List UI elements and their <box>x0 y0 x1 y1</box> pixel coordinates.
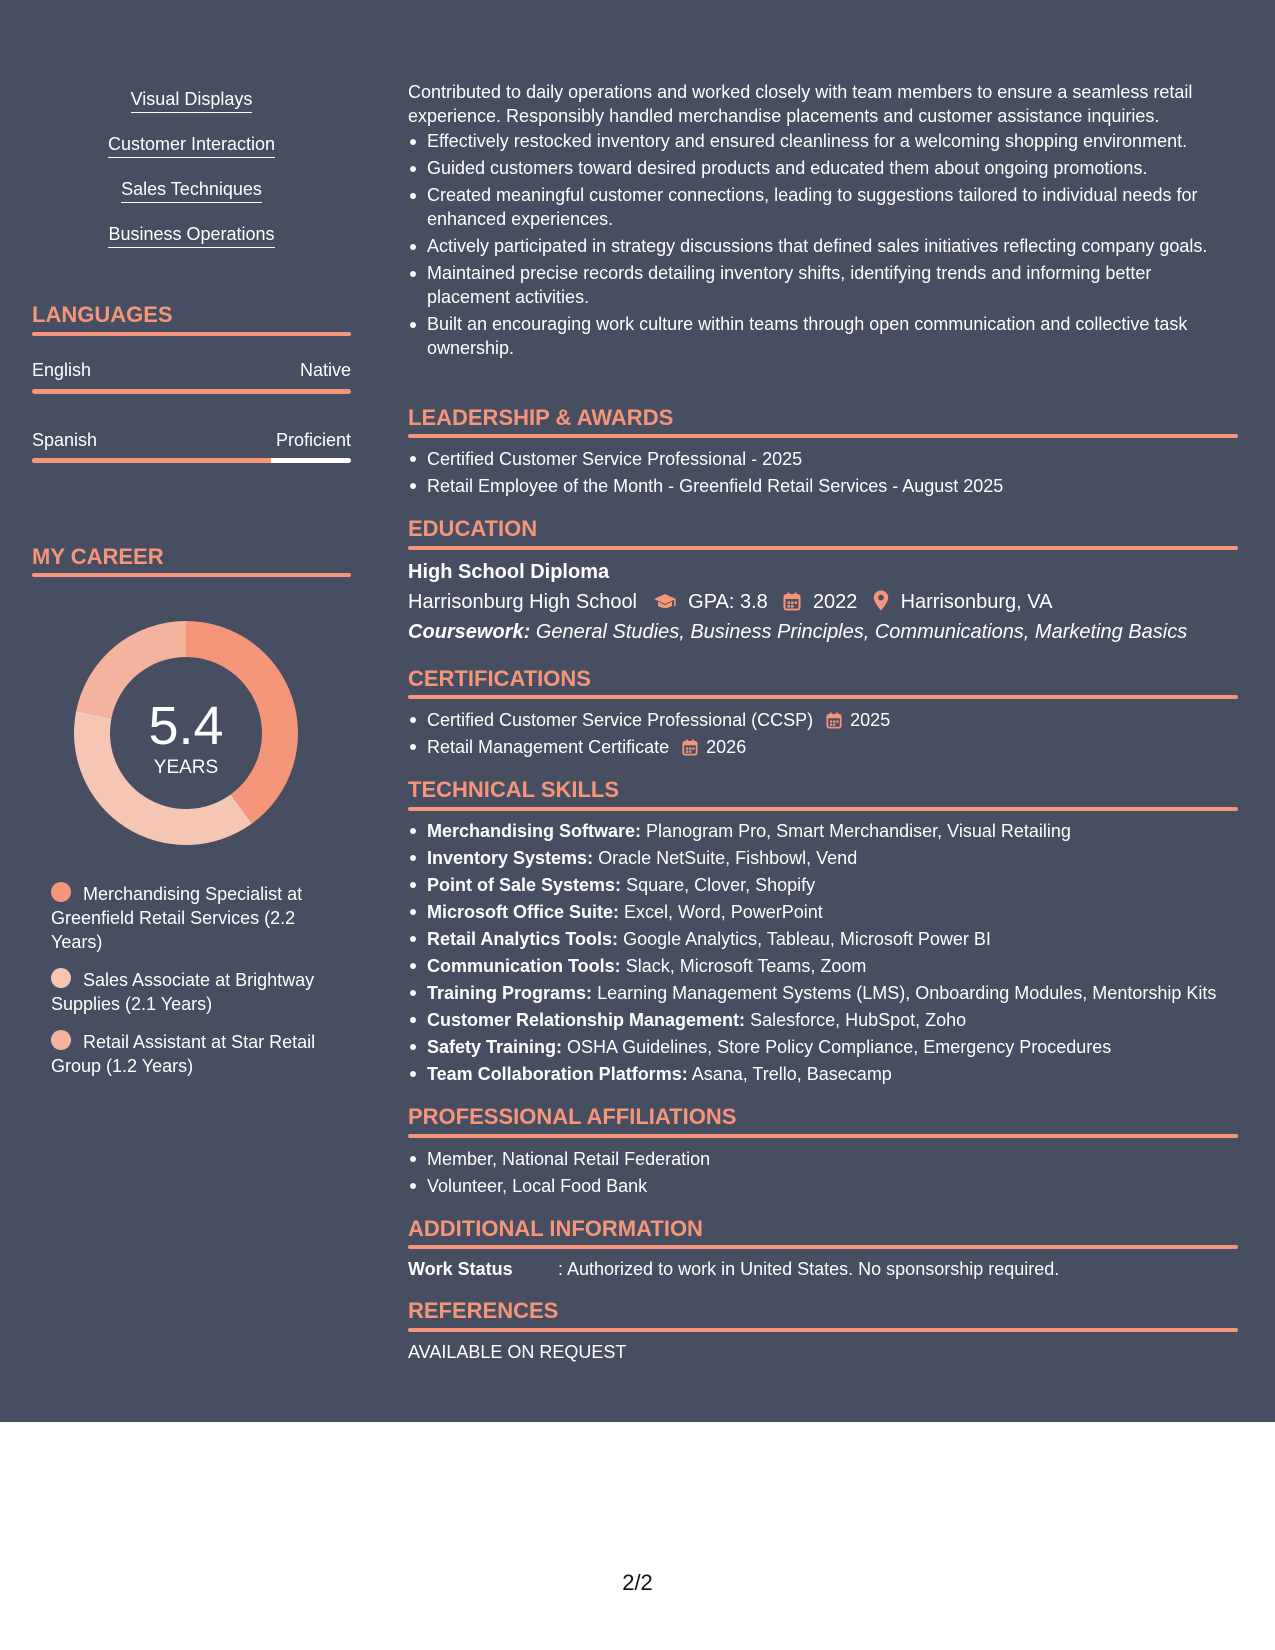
education-location: Harrisonburg, VA <box>900 591 1053 613</box>
list-item: Certified Customer Service Professional - 2025 <box>408 446 1238 473</box>
section-divider <box>408 1245 1238 1249</box>
career-heading: MY CAREER <box>32 544 164 569</box>
skill-label: Retail Analytics Tools: <box>427 929 619 949</box>
list-item <box>408 845 1238 872</box>
skill-label: Safety Training: <box>427 1037 563 1057</box>
list-item <box>408 953 1238 980</box>
work-status-row <box>408 1257 1238 1281</box>
left-column <box>32 0 351 1422</box>
list-item: Volunteer, Local Food Bank <box>408 1173 1238 1200</box>
experience-bullets <box>408 129 1238 360</box>
additional-info-heading: ADDITIONAL INFORMATION <box>408 1216 703 1241</box>
skill-value: Square, Clover, Shopify <box>626 875 816 895</box>
legend-dot <box>51 1030 71 1050</box>
skill-label: Microsoft Office Suite: <box>427 902 620 922</box>
section-divider <box>408 1134 1238 1138</box>
list-item <box>408 1061 1238 1088</box>
affiliations-list <box>408 1146 1238 1200</box>
skill-label: Point of Sale Systems: <box>427 875 622 895</box>
skill-value: Planogram Pro, Smart Merchandiser, Visual Retailing <box>646 821 1071 841</box>
affiliations-heading: PROFESSIONAL AFFILIATIONS <box>408 1104 737 1129</box>
references-heading: REFERENCES <box>408 1298 559 1323</box>
skill-value: Asana, Trello, Basecamp <box>691 1064 892 1084</box>
section-divider <box>32 573 351 577</box>
list-item <box>408 872 1238 899</box>
skill-value: Salesforce, HubSpot, Zoho <box>750 1010 967 1030</box>
certifications-list <box>408 707 1238 761</box>
skill-label: Inventory Systems: <box>427 848 594 868</box>
skill-label: Team Collaboration Platforms: <box>427 1064 688 1084</box>
section-divider <box>408 807 1238 811</box>
leadership-list <box>408 446 1238 500</box>
language-level: Proficient <box>275 430 351 450</box>
section-divider <box>408 546 1238 550</box>
experience-summary: Contributed to daily operations and worked closely with team members to ensure a seamless retail experience. Responsibly handled merchandise placements and customer assistance inquiries. <box>408 82 1193 126</box>
references-value: AVAILABLE ON REQUEST <box>408 1342 627 1362</box>
list-item: Guided customers toward desired products and educated them about ongoing promotions. <box>408 156 1238 180</box>
career-legend-item <box>51 882 331 954</box>
language-bar-fill <box>32 389 351 394</box>
career-legend-label: Retail Assistant at Star Retail Group (1.2 Years) <box>51 1032 316 1076</box>
career-legend-item <box>51 1030 331 1078</box>
calendar-icon <box>682 739 698 756</box>
list-item <box>408 818 1238 845</box>
list-item: Effectively restocked inventory and ensured cleanliness for a welcoming shopping environment. <box>408 129 1238 153</box>
section-divider <box>408 434 1238 438</box>
certification-year: 2026 <box>706 737 747 757</box>
work-status-value: : Authorized to work in United States. No sponsorship required. <box>558 1259 1060 1279</box>
skill-value: Oracle NetSuite, Fishbowl, Vend <box>598 848 858 868</box>
section-divider <box>408 695 1238 699</box>
list-item: Maintained precise records detailing inventory shifts, identifying trends and informing better placement activities. <box>408 261 1238 309</box>
education-heading: EDUCATION <box>408 516 538 541</box>
calendar-icon <box>826 712 842 729</box>
skill-tag: Customer Interaction <box>108 133 275 158</box>
section-divider <box>408 1328 1238 1332</box>
language-name: Spanish <box>32 430 98 450</box>
career-unit-label: YEARS <box>153 757 219 778</box>
coursework-label: Coursework: <box>408 621 531 643</box>
skill-label: Merchandising Software: <box>427 821 642 841</box>
language-level: Native <box>299 360 351 380</box>
list-item: Created meaningful customer connections, leading to suggestions tailored to individual needs for enhanced experiences. <box>408 183 1238 231</box>
certifications-heading: CERTIFICATIONS <box>408 666 591 691</box>
skill-value: Excel, Word, PowerPoint <box>624 902 823 922</box>
list-item: Retail Employee of the Month - Greenfield Retail Services - August 2025 <box>408 473 1238 500</box>
language-name: English <box>32 360 92 380</box>
skill-value: Slack, Microsoft Teams, Zoom <box>625 956 867 976</box>
legend-dot <box>51 882 71 902</box>
languages-heading: LANGUAGES <box>32 302 173 327</box>
list-item <box>408 980 1238 1007</box>
certification-name: Certified Customer Service Professional (CCSP) <box>427 710 814 730</box>
list-item: Actively participated in strategy discussions that defined sales initiatives reflecting company goals. <box>408 234 1238 258</box>
skill-tag: Sales Techniques <box>121 178 262 203</box>
list-item: Built an encouraging work culture within teams through open communication and collective task ownership. <box>408 312 1238 360</box>
language-bar-fill <box>32 458 271 463</box>
skill-label: Communication Tools: <box>427 956 621 976</box>
list-item <box>408 1007 1238 1034</box>
certification-year: 2025 <box>850 710 891 730</box>
education-details <box>408 589 1238 615</box>
language-bar <box>32 389 351 394</box>
legend-dot <box>51 968 71 988</box>
location-pin-icon <box>873 590 889 611</box>
skill-label: Customer Relationship Management: <box>427 1010 746 1030</box>
language-bar <box>32 458 351 463</box>
education-coursework <box>408 619 1238 645</box>
leadership-heading: LEADERSHIP & AWARDS <box>408 405 674 430</box>
list-item <box>408 1034 1238 1061</box>
list-item <box>408 899 1238 926</box>
section-divider <box>32 332 351 336</box>
skill-value: Google Analytics, Tableau, Microsoft Power BI <box>623 929 991 949</box>
certification-name: Retail Management Certificate <box>427 737 670 757</box>
language-row <box>32 359 351 381</box>
page-number: 2/2 <box>622 1570 653 1595</box>
skill-tag: Visual Displays <box>131 88 253 113</box>
skill-tag: Business Operations <box>108 223 274 248</box>
career-donut-chart <box>66 613 306 853</box>
career-legend-label: Merchandising Specialist at Greenfield Retail Services (2.2 Years) <box>51 884 303 952</box>
coursework-value: General Studies, Business Principles, Communications, Marketing Basics <box>535 621 1188 643</box>
graduation-cap-icon <box>653 593 677 611</box>
list-item <box>408 707 1238 734</box>
technical-skills-heading: TECHNICAL SKILLS <box>408 777 620 802</box>
technical-skills-list <box>408 818 1238 1088</box>
education-degree: High School Diploma <box>408 561 610 583</box>
education-year: 2022 <box>812 591 858 613</box>
education-gpa: GPA: 3.8 <box>688 591 768 613</box>
career-legend-item <box>51 968 331 1016</box>
education-school: Harrisonburg High School <box>408 591 638 613</box>
calendar-icon <box>783 592 801 611</box>
list-item <box>408 734 1238 761</box>
career-legend-label: Sales Associate at Brightway Supplies (2.1 Years) <box>51 970 315 1014</box>
list-item: Member, National Retail Federation <box>408 1146 1238 1173</box>
career-total-label: 5.4 <box>148 696 224 756</box>
skill-value: OSHA Guidelines, Store Policy Compliance, Emergency Procedures <box>567 1037 1112 1057</box>
skill-value: Learning Management Systems (LMS), Onboarding Modules, Mentorship Kits <box>597 983 1217 1003</box>
list-item <box>408 926 1238 953</box>
work-status-label: Work Status <box>408 1259 513 1279</box>
skill-label: Training Programs: <box>427 983 593 1003</box>
language-row <box>32 429 351 451</box>
